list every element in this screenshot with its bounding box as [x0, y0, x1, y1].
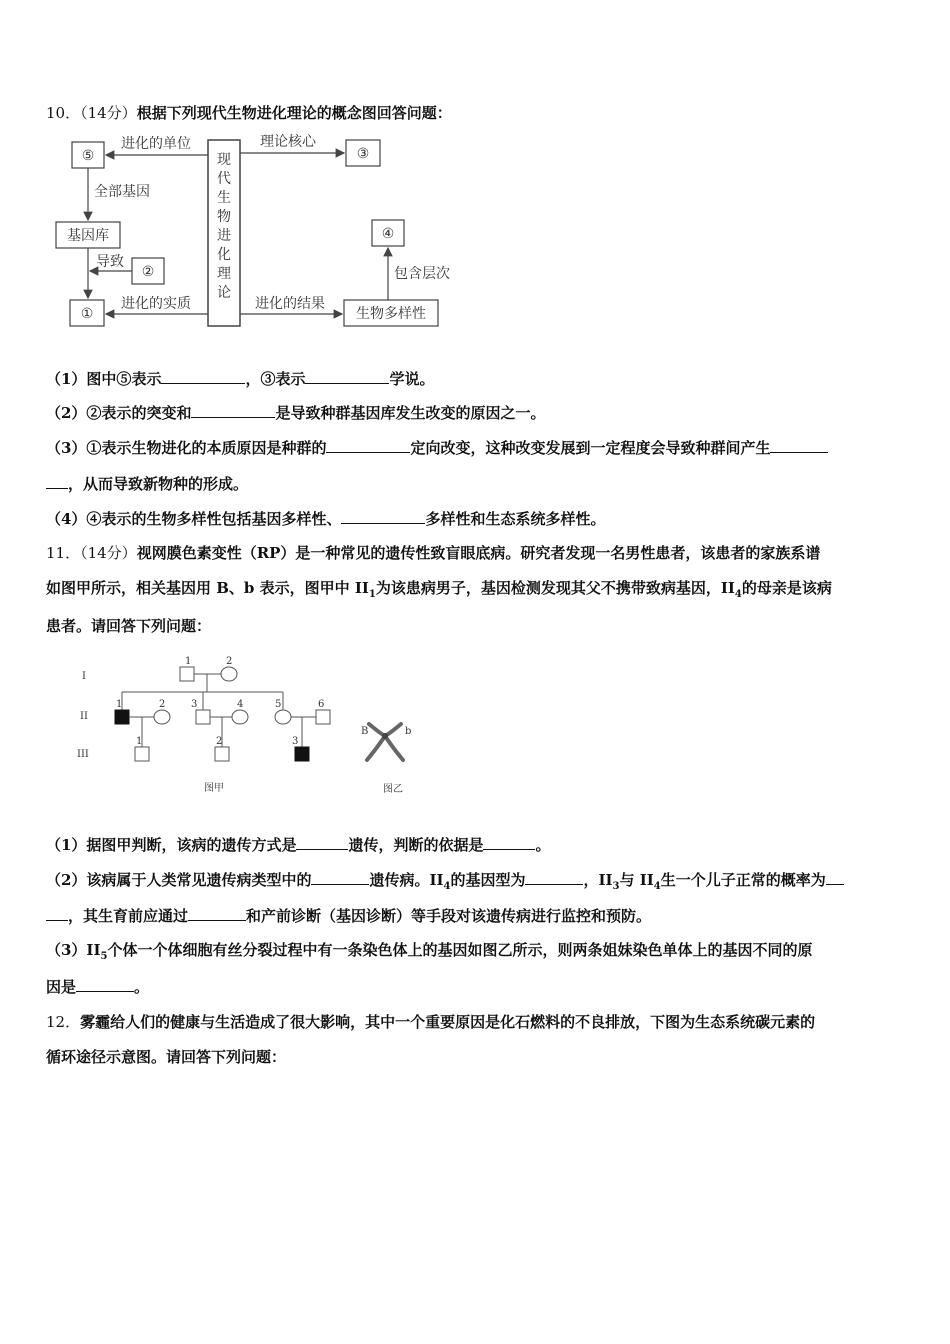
q12-stem-line2: 循环途径示意图。请回答下列问题：	[46, 1048, 287, 1066]
svg-text:6: 6	[318, 699, 325, 710]
blank[interactable]	[826, 869, 844, 885]
ii2-female	[154, 710, 170, 724]
svg-text:①: ①	[80, 306, 94, 322]
ii4-female	[232, 710, 248, 724]
blank[interactable]	[311, 869, 369, 885]
center-label-4: 物	[217, 209, 231, 225]
q11-sub2-line2: ，其生育前应通过 和产前诊断（基因诊断）等手段对该遗传病进行监控和预防。	[46, 905, 651, 926]
center-label-2: 代	[217, 171, 231, 187]
q11-sub1: （1）据图甲判断，该病的遗传方式是 遗传，判断的依据是 。	[46, 836, 551, 854]
blank[interactable]	[46, 905, 68, 921]
svg-text:进化的单位: 进化的单位	[121, 136, 191, 152]
blank[interactable]	[483, 834, 535, 850]
svg-text:②: ②	[141, 264, 155, 280]
iii3-affected-male	[295, 747, 309, 761]
blank[interactable]	[76, 976, 134, 992]
svg-text:全部基因: 全部基因	[94, 184, 150, 200]
ii3-male	[196, 710, 210, 724]
svg-text:生物多样性: 生物多样性	[356, 306, 426, 322]
blank[interactable]	[341, 508, 425, 524]
svg-text:进化的结果: 进化的结果	[255, 296, 325, 312]
blank[interactable]	[305, 368, 389, 384]
iii2-male	[215, 747, 229, 761]
svg-text:4: 4	[237, 699, 244, 710]
svg-text:图乙: 图乙	[383, 784, 403, 795]
centromere	[382, 733, 388, 739]
q10-sub3-line2: ，从而导致新物种的形成。	[46, 473, 248, 494]
center-label-1: 现	[217, 152, 231, 168]
blank[interactable]	[191, 402, 275, 418]
center-label-8: 论	[217, 285, 231, 301]
evolution-concept-diagram	[50, 130, 470, 340]
svg-text:⑤: ⑤	[81, 148, 95, 164]
svg-text:I: I	[82, 671, 86, 682]
q11-stem-line1: 11．（14分）视网膜色素变性（RP）是一种常见的遗传性致盲眼底病。研究者发现一名男性患者，该患者的家族系谱	[46, 544, 821, 562]
svg-text:进化的实质: 进化的实质	[121, 296, 191, 312]
q10-stem: 10．（14分）根据下列现代生物进化理论的概念图回答问题：	[46, 104, 452, 122]
svg-text:包含层次: 包含层次	[394, 266, 450, 282]
center-label-6: 化	[217, 247, 231, 263]
q11-sub3-line1: $(3)II_5$个体一个体细胞有丝分裂过程中有一条染色体上的基因如图乙所示，则两条姐妹染色单体上的基因不同的原	[46, 941, 813, 962]
svg-text:④: ④	[381, 226, 395, 242]
iii1-male	[135, 747, 149, 761]
blank[interactable]	[525, 869, 583, 885]
svg-text:导致: 导致	[96, 254, 124, 270]
svg-text:1: 1	[136, 736, 143, 747]
svg-text:5: 5	[275, 699, 282, 710]
q11-sub2-line1: （2）该病属于人类常见遗传病类型中的 遗传病。$II_4$的基因型为 ，$II_3$与 $II_4$生一个儿子正常的概率为	[46, 869, 844, 897]
i1-male	[180, 667, 194, 681]
q10-sub4: （4）④表示的生物多样性包括基因多样性、 多样性和生态系统多样性。	[46, 510, 606, 528]
blank[interactable]	[326, 437, 410, 453]
svg-text:b: b	[405, 726, 412, 737]
i2-female	[221, 667, 237, 681]
svg-text:基因库: 基因库	[67, 228, 109, 244]
q10-sub2: （2）②表示的突变和 是导致种群基因库发生改变的原因之一。	[46, 404, 546, 422]
svg-text:3: 3	[191, 699, 198, 710]
svg-text:II: II	[80, 711, 88, 722]
ii5-female	[275, 710, 291, 724]
svg-text:2: 2	[226, 656, 233, 667]
center-label-7: 理	[217, 266, 231, 282]
svg-text:2: 2	[216, 736, 223, 747]
q10-sub1: （1）图中⑤表示 ，③表示 学说。	[46, 370, 435, 388]
svg-text:理论核心: 理论核心	[260, 134, 316, 150]
svg-text:1: 1	[185, 656, 192, 667]
svg-text:2: 2	[159, 699, 166, 710]
svg-text:1: 1	[116, 699, 123, 710]
blank[interactable]	[296, 834, 348, 850]
svg-text:③: ③	[356, 146, 370, 162]
ii1-affected-male	[115, 710, 129, 724]
q10-sub3-line1: （3）①表示生物进化的本质原因是种群的 定向改变，这种改变发展到一定程度会导致种群间产生	[46, 437, 828, 458]
blank[interactable]	[46, 473, 68, 489]
blank[interactable]	[161, 368, 245, 384]
q11-stem-line3: 患者。请回答下列问题：	[46, 617, 212, 635]
blank[interactable]	[770, 437, 828, 453]
svg-text:III: III	[77, 749, 89, 760]
chromatid-right	[385, 724, 403, 760]
center-label-3: 生	[217, 190, 231, 206]
blank[interactable]	[188, 905, 246, 921]
svg-text:3: 3	[292, 736, 299, 747]
q11-stem-line2: 如图甲所示，相关基因用 B、b 表示，图甲中 $II_1$为该患病男子，基因检测发现其父不携带致病基因，$II_4$的母亲是该病	[46, 579, 832, 600]
chromosome-figure	[355, 718, 435, 800]
svg-text:图甲: 图甲	[204, 783, 224, 794]
svg-text:B: B	[361, 726, 369, 737]
ii6-male	[316, 710, 330, 724]
q11-sub3-line2: 因是 。	[46, 978, 150, 996]
q12-stem-line1: 12．雾霾给人们的健康与生活造成了很大影响，其中一个重要原因是化石燃料的不良排放，下图为生态系统碳元素的	[46, 1013, 816, 1031]
center-label-5: 进	[217, 228, 231, 244]
chromatid-left	[367, 724, 385, 760]
